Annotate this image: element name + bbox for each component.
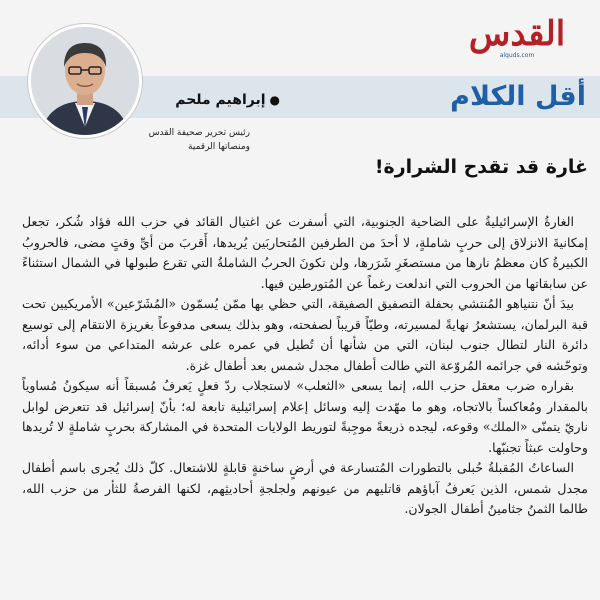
article-paragraph: بيدَ أنّ نتنياهو المُنتشي بحفلة التصفيق الصفيقة، التي حظي بها ممّن يُسمّون «المُشَرّعين» الأمريكيين تحت قبة البرلمان، يستشعرُ نهايةً لمسيرته، وطيّاً قريباً لصفحته، وهو بذلك يسعى مدفوعاً بغريزة الانتقام إلى توسيع دائرة النار لتطال جنوب لبنان، التي من شأنها أن تُطيل في عمره على عرشه المتداعي من سوء أدائه، وتوحّشه في جرائمه المُروّعة التي طالت أطفال مجدل شمس بعد أطفال غزة. [22, 296, 588, 373]
article-paragraph: الساعاتُ المُقبلةُ حُبلى بالتطورات المُتسارعة في أرضٍ ساخنةٍ قابلةٍ للاشتعال. كلّ ذلك يُجرى باسم أطفال مجدل شمس، الذين يَعرفُ آباؤهم قاتليهم من عيونهم ولجلجةِ أحاديثِهم، لكنها الفرصةُ للثأر من حزب الله، طالما الثمنُ جثامينُ أطفال الجولان. [22, 460, 588, 516]
author-role-line1: رئيس تحرير صحيفة القدس [148, 128, 250, 138]
bullet-icon: ● [269, 93, 280, 107]
logo-subtext: alquds.com [499, 52, 535, 59]
author-name: إبراهيم ملحم [175, 92, 266, 108]
logo-text: القدس [468, 14, 566, 54]
author-role-line2: ومنصاتها الرقمية [188, 142, 250, 152]
author-photo [28, 24, 142, 138]
author-name-row [140, 90, 280, 110]
article-headline: غارة قد تقدح الشرارة! [374, 156, 588, 178]
column-title: أقل الكلام [450, 81, 586, 112]
newspaper-logo[interactable] [452, 14, 582, 72]
article-paragraph: الغارةُ الإسرائيليةُ على الضاحية الجنوبية، التي أسفرت عن اغتيال القائد في حزب الله فؤاد شُكر، تجعل إمكانيةَ الانزلاق إلى حربٍ شاملةٍ، لا أحدَ من الطرفين المُتحاربَين يُريدها، أَقربَ من أيِّ وقتٍ مضى، فالحروبُ الكبيرةُ كان معظمُ نارها من مستصغَرِ شَرَرها، ولن تكونَ الحربُ الشاملةُ التي تقرع طبولها في الشمال استثناءً عن سابقاتها من الحروب التي اندلعت رغماً عن المُتورطين فيها. [22, 214, 588, 291]
column-banner [0, 0, 600, 150]
author-role [130, 126, 250, 154]
author-portrait-image [31, 27, 139, 135]
article-paragraph: بقراره ضرب معقل حزب الله، إنما يسعى «الثعلب» لاستجلاب ردّ فعلٍ يَعرفُ مُسبقاً أنه سيكونُ مُساوياً بالمقدار ومُعاكساً بالاتجاه، وهو ما مهّدت إليه وسائل إعلام إسرائيلية تابعة له؛ بأنّ إسرائيل قد تتعرض لوابل ناريّ يتمنّى «الملك» وقوعه، ليجده ذريعةً موجِبةً لتوريط الولايات المتحدة في المشاركة بحربٍ شاملةٍ لا تُريدها وحاولت عبثاً تجنبّها. [22, 378, 588, 455]
article-body [22, 212, 588, 520]
